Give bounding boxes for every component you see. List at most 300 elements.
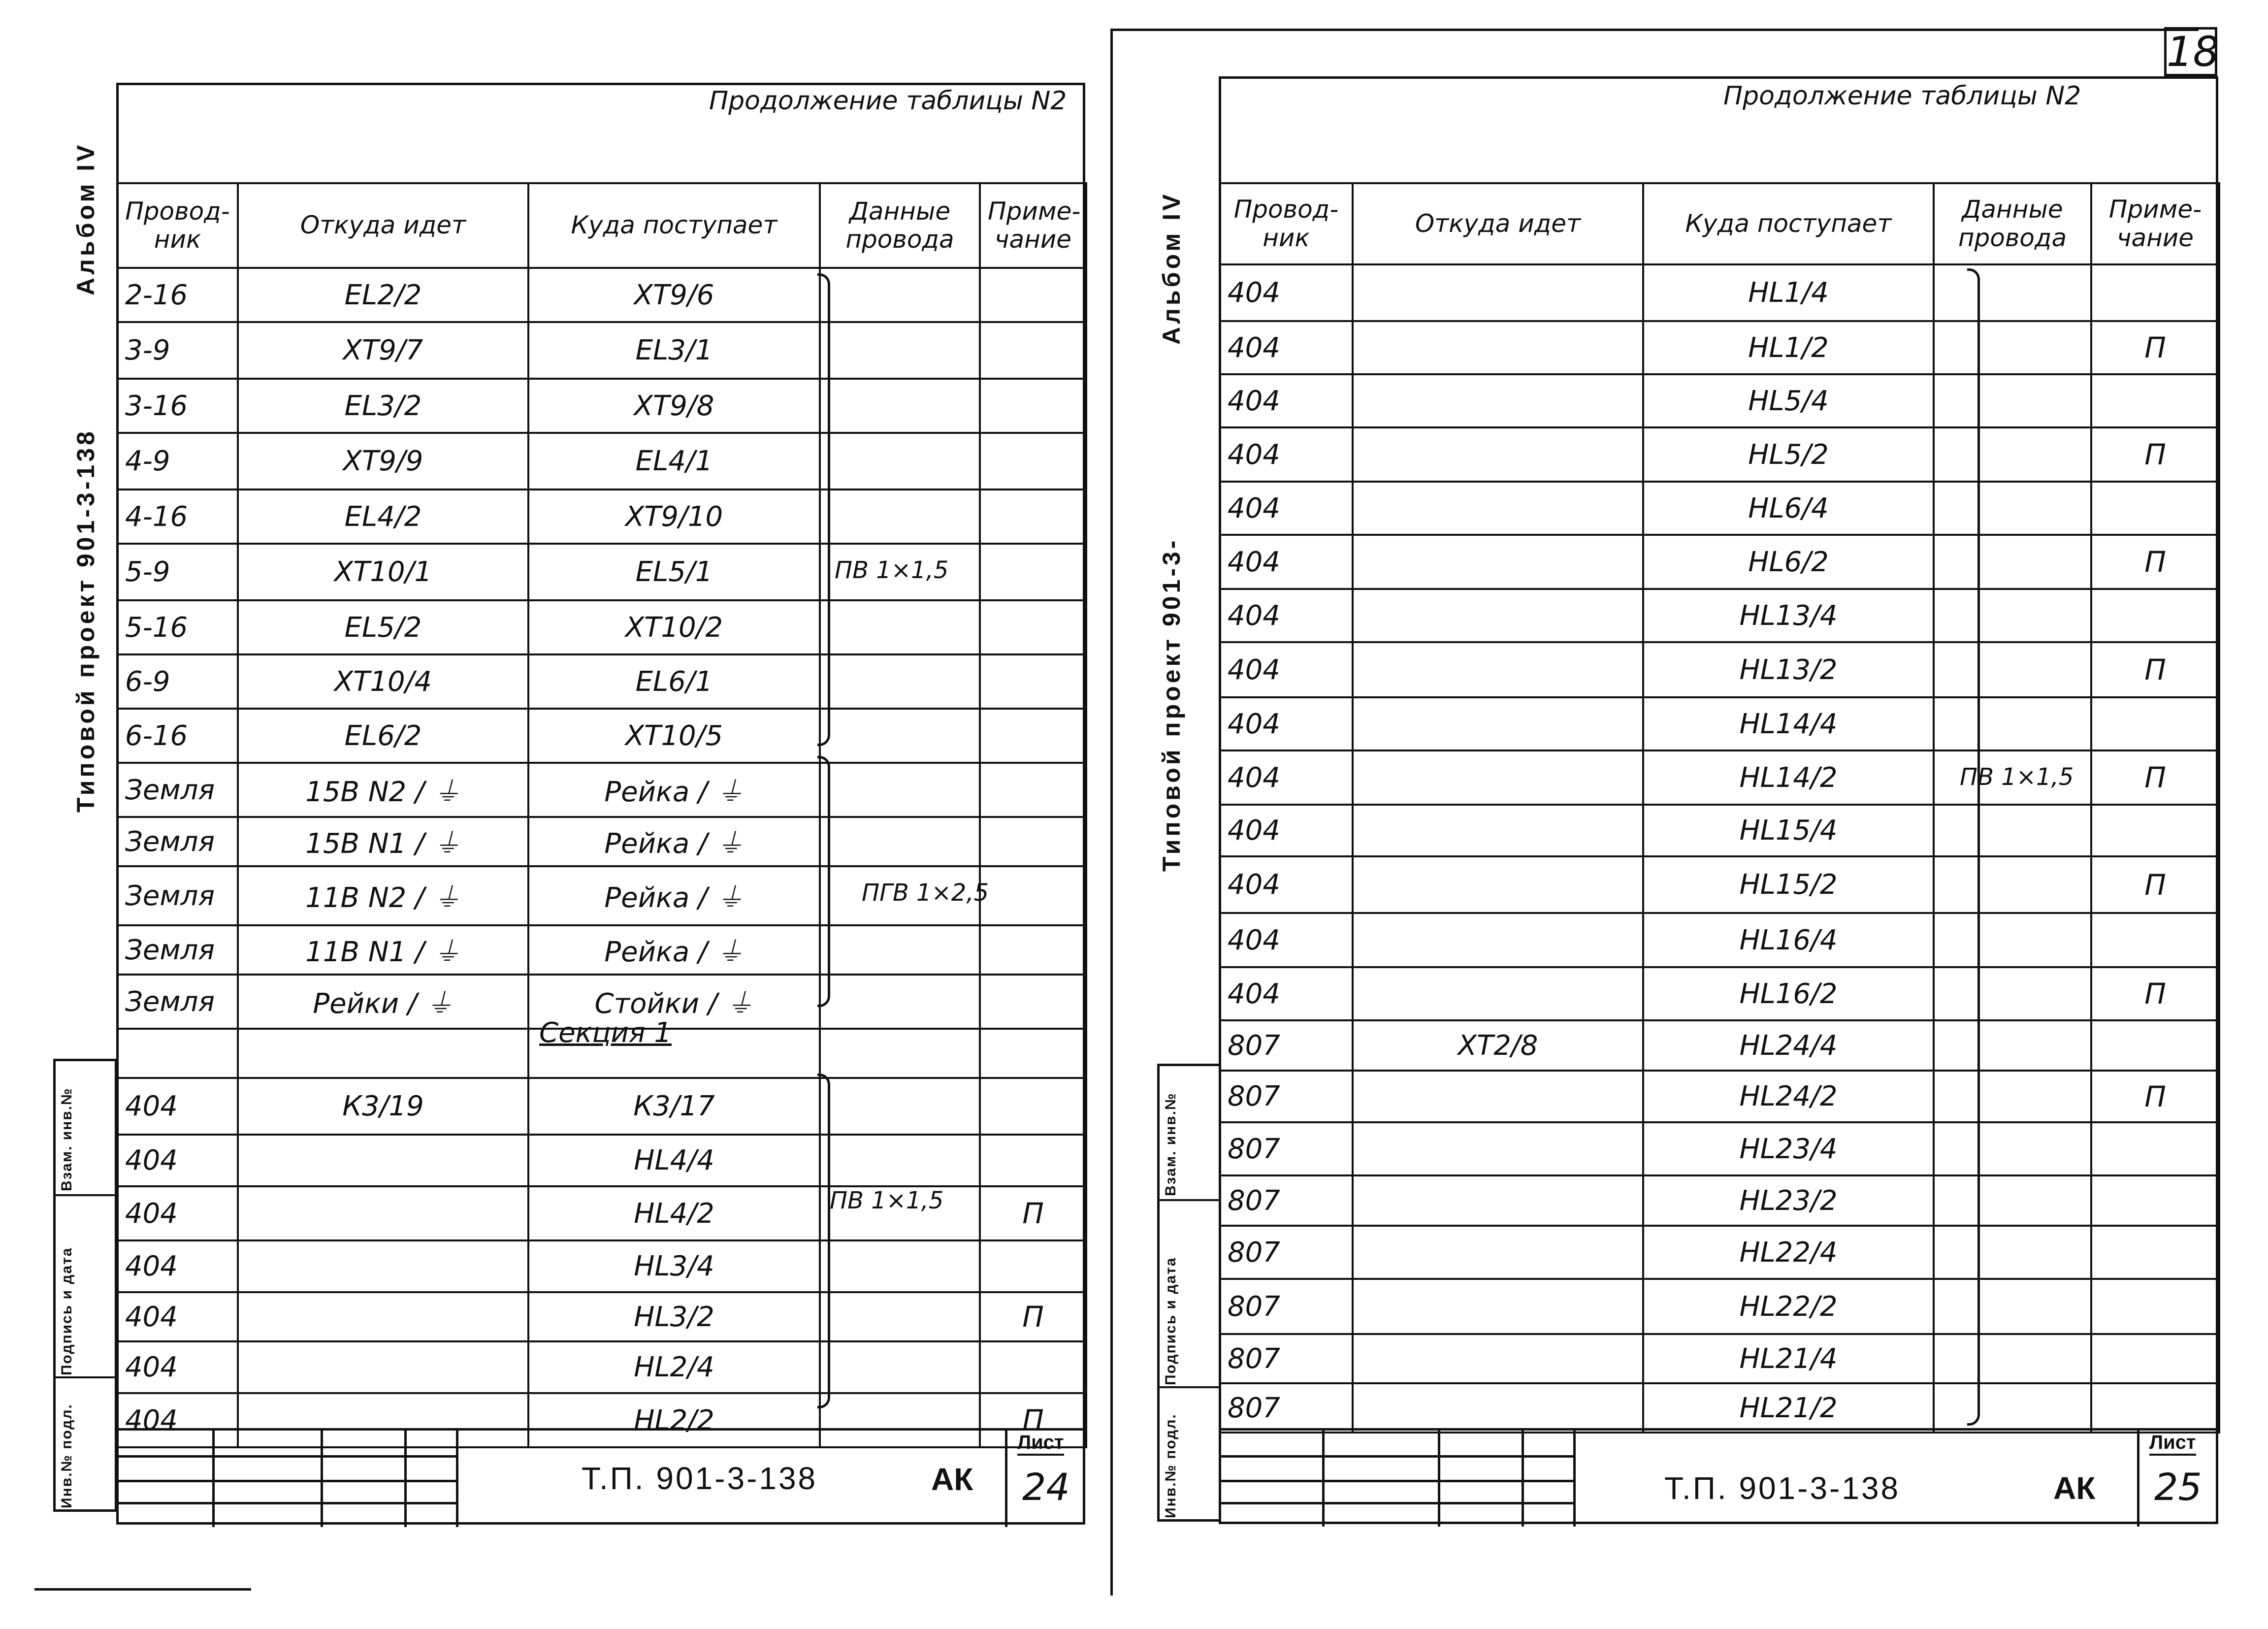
- cell-note: [2091, 913, 2219, 967]
- stamp-label: Подпись и дата: [1163, 1257, 1179, 1385]
- table-row: [1220, 642, 2219, 697]
- cell-wire: Земля: [117, 866, 238, 925]
- cell-to: HL4/2: [528, 1186, 820, 1240]
- cell-note: [980, 600, 1086, 654]
- table-row: [117, 817, 1086, 866]
- cell-wire: Земля: [117, 975, 238, 1029]
- cell-wire: 404: [117, 1186, 238, 1240]
- cell-to: HL6/4: [1643, 482, 1934, 535]
- cell-from: [238, 1341, 528, 1393]
- cell-to: HL1/4: [1643, 264, 1934, 321]
- cell-note: П: [980, 1292, 1086, 1341]
- cell-data: [1934, 1122, 2091, 1175]
- left-brace-3: [817, 1074, 830, 1408]
- cell-wire: 807: [1220, 1226, 1353, 1279]
- table-row: [1220, 1175, 2219, 1226]
- cell-from: [238, 1240, 528, 1292]
- cell-to: XT10/5: [528, 709, 820, 763]
- stamp-cell: [1160, 1066, 1219, 1199]
- cell-data: [820, 433, 980, 489]
- cell-to: HL15/4: [1643, 805, 1934, 856]
- cell-to: HL21/2: [1643, 1383, 1934, 1433]
- cell-note: [2091, 589, 2219, 642]
- stamp-label: Подпись и дата: [59, 1247, 75, 1375]
- cell-wire: 807: [1220, 1122, 1353, 1175]
- cell-wire: 5-9: [117, 544, 238, 600]
- header-from: Откуда идет: [238, 183, 528, 268]
- cell-note: П: [980, 1393, 1086, 1447]
- cell-from: [1353, 1334, 1643, 1383]
- cell-to: HL22/2: [1643, 1279, 1934, 1334]
- cell-to: EL4/1: [528, 433, 820, 489]
- stamp-label: Взам. инв.№: [59, 1087, 75, 1191]
- cell-wire: 3-9: [117, 322, 238, 379]
- header-wire: Провод-ник: [117, 183, 238, 268]
- cell-wire: 404: [117, 1292, 238, 1341]
- cell-data: [820, 654, 980, 709]
- header-note: Приме-чание: [980, 183, 1086, 268]
- cell-data: [1934, 805, 2091, 856]
- cell-note: [2091, 1279, 2219, 1334]
- cell-data: [1934, 321, 2091, 374]
- cell-to: EL5/1: [528, 544, 820, 600]
- table-row: [117, 763, 1086, 817]
- right-group-label-1: ПВ 1×1,5: [1960, 763, 2074, 791]
- cell-note: [980, 1240, 1086, 1292]
- cell-wire: 807: [1220, 1175, 1353, 1226]
- cell-data: [1934, 1020, 2091, 1071]
- cell-from: [1353, 1383, 1643, 1433]
- left-table-caption: Продолжение таблицы N2: [709, 86, 1067, 116]
- table-row: [1220, 264, 2219, 321]
- cell-to: HL5/4: [1643, 374, 1934, 427]
- cell-data: [820, 1292, 980, 1341]
- cell-note: [2091, 482, 2219, 535]
- cell-wire: Земля: [117, 925, 238, 975]
- cell-from: 11В N2 / ⏚: [238, 866, 528, 925]
- cell-from: 15В N1 / ⏚: [238, 817, 528, 866]
- right-table-body: [1220, 264, 2219, 1433]
- cell-note: [2091, 1226, 2219, 1279]
- header-note: Приме-чание: [2091, 183, 2219, 264]
- cell-note: [2091, 805, 2219, 856]
- cell-to: EL6/1: [528, 654, 820, 709]
- table-row: [117, 433, 1086, 489]
- stamp-cell: [1160, 1386, 1219, 1521]
- cell-note: [980, 322, 1086, 379]
- cell-wire: 404: [1220, 697, 1353, 750]
- cell-from: [1353, 1175, 1643, 1226]
- cell-wire: 404: [1220, 535, 1353, 589]
- right-doc-mark: АК: [2053, 1470, 2096, 1506]
- cell-wire: 404: [1220, 805, 1353, 856]
- header-wire: Провод-ник: [1220, 183, 1353, 264]
- cell-data: [820, 709, 980, 763]
- cell-data: [820, 1029, 980, 1078]
- cell-from: [1353, 321, 1643, 374]
- cell-wire: 404: [117, 1240, 238, 1292]
- right-album-label: Альбом IV: [1158, 191, 1185, 345]
- stamp-cell: [56, 1194, 115, 1378]
- cell-wire: 404: [1220, 482, 1353, 535]
- cell-wire: 404: [117, 1341, 238, 1393]
- cell-note: [980, 709, 1086, 763]
- cell-from: EL2/2: [238, 268, 528, 322]
- right-wire-table: [1219, 182, 2220, 1434]
- cell-wire: 3-16: [117, 379, 238, 433]
- cell-wire: 404: [1220, 374, 1353, 427]
- cell-to: HL4/4: [528, 1135, 820, 1186]
- cell-from: [1353, 535, 1643, 589]
- cell-note: П: [2091, 642, 2219, 697]
- cell-wire: 807: [1220, 1334, 1353, 1383]
- cell-to: HL2/4: [528, 1341, 820, 1393]
- cell-note: [980, 817, 1086, 866]
- cell-to: Рейка / ⏚: [528, 763, 820, 817]
- cell-to: HL23/4: [1643, 1122, 1934, 1175]
- cell-note: [980, 654, 1086, 709]
- cell-note: П: [2091, 535, 2219, 589]
- left-group-label-2: ПГВ 1×2,5: [862, 879, 989, 907]
- cell-from: [1353, 374, 1643, 427]
- cell-data: [1934, 642, 2091, 697]
- cell-wire: 404: [117, 1078, 238, 1135]
- cell-wire: 404: [1220, 589, 1353, 642]
- cell-note: [980, 1341, 1086, 1393]
- cell-to: HL14/2: [1643, 750, 1934, 805]
- cell-to: XT9/8: [528, 379, 820, 433]
- table-row: [1220, 805, 2219, 856]
- cell-wire: 4-9: [117, 433, 238, 489]
- cell-data: [1934, 264, 2091, 321]
- cell-note: П: [2091, 967, 2219, 1020]
- cell-wire: 404: [1220, 750, 1353, 805]
- table-row: [1220, 1279, 2219, 1334]
- cell-wire: 404: [1220, 642, 1353, 697]
- right-project-label: Типовой проект 901-3-: [1158, 537, 1185, 872]
- table-row: [117, 654, 1086, 709]
- cell-from: [1353, 1122, 1643, 1175]
- cell-from: [238, 1186, 528, 1240]
- cell-to: HL5/2: [1643, 427, 1934, 482]
- cell-from: 15В N2 / ⏚: [238, 763, 528, 817]
- cell-data: [1934, 913, 2091, 967]
- table-row: [1220, 427, 2219, 482]
- table-row: [117, 322, 1086, 379]
- cell-from: [1353, 427, 1643, 482]
- header-data: Данные провода: [1934, 183, 2091, 264]
- stamp-label: Взам. инв.№: [1163, 1092, 1179, 1196]
- left-project-code: Т.П. 901-3-138: [582, 1461, 818, 1496]
- cell-note: [980, 1029, 1086, 1078]
- cell-from: [1353, 697, 1643, 750]
- cell-note: [2091, 374, 2219, 427]
- cell-to: HL24/2: [1643, 1071, 1934, 1122]
- cell-note: [980, 379, 1086, 433]
- cell-from: [238, 1135, 528, 1186]
- left-group-label-1: ПВ 1×1,5: [835, 556, 949, 584]
- cell-from: [1353, 642, 1643, 697]
- table-row: [117, 268, 1086, 322]
- cell-note: [980, 268, 1086, 322]
- cell-note: П: [2091, 750, 2219, 805]
- cell-to: Стойки / ⏚: [528, 975, 820, 1029]
- table-row: [117, 925, 1086, 975]
- table-row: [1220, 697, 2219, 750]
- stamp-cell: [1160, 1199, 1219, 1388]
- table-row: [1220, 1020, 2219, 1071]
- cell-wire: Земля: [117, 817, 238, 866]
- cell-to: HL3/2: [528, 1292, 820, 1341]
- cell-wire: 404: [1220, 427, 1353, 482]
- cell-from: XT9/7: [238, 322, 528, 379]
- stamp-label: Инв.№ подл.: [59, 1403, 75, 1508]
- cell-data: [1934, 697, 2091, 750]
- cell-from: XT10/4: [238, 654, 528, 709]
- cell-wire: Земля: [117, 763, 238, 817]
- left-brace-2: [817, 756, 830, 1007]
- cell-data: [1934, 427, 2091, 482]
- cell-data: [1934, 1071, 2091, 1122]
- cell-from: [1353, 1071, 1643, 1122]
- cell-data: [1934, 589, 2091, 642]
- cell-from: EL6/2: [238, 709, 528, 763]
- cell-wire: 6-9: [117, 654, 238, 709]
- right-sheet-box: [2137, 1431, 2218, 1527]
- cell-to: HL16/2: [1643, 967, 1934, 1020]
- cell-note: [2091, 1175, 2219, 1226]
- header-to: Куда поступает: [528, 183, 820, 268]
- left-title-block: [116, 1428, 1085, 1525]
- cell-to: EL3/1: [528, 322, 820, 379]
- cell-from: EL3/2: [238, 379, 528, 433]
- left-brace-1: [817, 273, 830, 746]
- cell-to: Рейка / ⏚: [528, 817, 820, 866]
- cell-data: [1934, 374, 2091, 427]
- cell-to: HL13/2: [1643, 642, 1934, 697]
- left-album-label: Альбом IV: [72, 142, 99, 295]
- table-row: [1220, 535, 2219, 589]
- cell-to: Рейка / ⏚: [528, 866, 820, 925]
- cell-from: К3/19: [238, 1078, 528, 1135]
- cell-wire: 2-16: [117, 268, 238, 322]
- left-doc-mark: АК: [931, 1462, 973, 1497]
- cell-wire: 807: [1220, 1071, 1353, 1122]
- cell-wire: 807: [1220, 1020, 1353, 1071]
- cell-note: П: [2091, 856, 2219, 913]
- cell-data: [1934, 535, 2091, 589]
- cell-note: П: [2091, 321, 2219, 374]
- cell-to: HL14/4: [1643, 697, 1934, 750]
- left-project-label: Типовой проект 901-3-138: [72, 428, 99, 813]
- cell-note: П: [980, 1186, 1086, 1240]
- cell-from: [1353, 482, 1643, 535]
- left-sheet-label: Лист: [1017, 1432, 1064, 1456]
- table-row: [117, 489, 1086, 544]
- cell-data: [820, 268, 980, 322]
- cell-data: [1934, 1334, 2091, 1383]
- left-sheet-box: [1005, 1431, 1085, 1527]
- stamp-cell: [56, 1376, 115, 1511]
- cell-data: [1934, 482, 2091, 535]
- header-data: Данные провода: [820, 183, 980, 268]
- table-row: [1220, 856, 2219, 913]
- cell-note: [980, 433, 1086, 489]
- cell-data: [1934, 856, 2091, 913]
- left-sheet: [0, 0, 1113, 1629]
- cell-from: XT2/8: [1353, 1020, 1643, 1071]
- cell-data: [1934, 1226, 2091, 1279]
- right-stamp-column: [1157, 1064, 1221, 1522]
- cell-wire: 404: [117, 1393, 238, 1447]
- cell-to: HL1/2: [1643, 321, 1934, 374]
- table-row: [1220, 321, 2219, 374]
- cell-from: 11В N1 / ⏚: [238, 925, 528, 975]
- stamp-label: Инв.№ подл.: [1163, 1413, 1179, 1518]
- cell-data: [820, 379, 980, 433]
- cell-data: [820, 1078, 980, 1135]
- cell-from: [1353, 856, 1643, 913]
- left-bottom-line: [34, 1588, 251, 1591]
- cell-note: [2091, 1383, 2219, 1433]
- right-sheet: [1113, 0, 2268, 1629]
- cell-data: [1934, 967, 2091, 1020]
- cell-from: XT10/1: [238, 544, 528, 600]
- left-group-label-3: ПВ 1×1,5: [830, 1187, 944, 1214]
- cell-note: [2091, 1334, 2219, 1383]
- table-row: [117, 1292, 1086, 1341]
- cell-from: [1353, 1279, 1643, 1334]
- table-row: [1220, 589, 2219, 642]
- cell-to: HL6/2: [1643, 535, 1934, 589]
- cell-note: [980, 975, 1086, 1029]
- table-row: [117, 1135, 1086, 1186]
- cell-data: [1934, 1175, 2091, 1226]
- cell-data: [820, 1341, 980, 1393]
- cell-to: HL16/4: [1643, 913, 1934, 967]
- right-sheet-number: 25: [2154, 1465, 2202, 1509]
- cell-note: [2091, 1020, 2219, 1071]
- right-sheet-label: Лист: [2149, 1432, 2196, 1456]
- header-from: Откуда идет: [1353, 183, 1643, 264]
- cell-from: [1353, 805, 1643, 856]
- cell-to: HL2/2: [528, 1393, 820, 1447]
- cell-note: [980, 925, 1086, 975]
- cell-from: [238, 1292, 528, 1341]
- cell-data: [820, 600, 980, 654]
- right-table-caption: Продолжение таблицы N2: [1723, 81, 2081, 111]
- cell-from: [1353, 750, 1643, 805]
- cell-wire: 4-16: [117, 489, 238, 544]
- page-number-box: 18: [2164, 27, 2217, 76]
- cell-to: Рейка / ⏚: [528, 925, 820, 975]
- cell-from: [1353, 913, 1643, 967]
- cell-data: [820, 322, 980, 379]
- cell-data: [820, 817, 980, 866]
- cell-to: HL23/2: [1643, 1175, 1934, 1226]
- table-row: [117, 1078, 1086, 1135]
- cell-wire: [117, 1029, 238, 1078]
- table-row: [1220, 1334, 2219, 1383]
- cell-from: EL4/2: [238, 489, 528, 544]
- cell-data: [1934, 1383, 2091, 1433]
- table-row: [1220, 913, 2219, 967]
- left-table-body: [117, 268, 1086, 1447]
- table-row: [117, 1341, 1086, 1393]
- table-row: [1220, 482, 2219, 535]
- cell-note: [980, 489, 1086, 544]
- cell-data: [820, 489, 980, 544]
- cell-to: HL24/4: [1643, 1020, 1934, 1071]
- cell-from: [1353, 589, 1643, 642]
- cell-note: [980, 1135, 1086, 1186]
- cell-wire: 404: [1220, 264, 1353, 321]
- header-to: Куда поступает: [1643, 183, 1934, 264]
- cell-wire: 404: [117, 1135, 238, 1186]
- cell-from: XT9/9: [238, 433, 528, 489]
- table-row: [1220, 967, 2219, 1020]
- left-section-label: Секция 1: [539, 1017, 672, 1049]
- cell-note: [980, 544, 1086, 600]
- cell-note: [980, 763, 1086, 817]
- table-row: [1220, 1383, 2219, 1433]
- left-sheet-number: 24: [1022, 1465, 1070, 1509]
- cell-note: П: [2091, 1071, 2219, 1122]
- cell-note: [2091, 264, 2219, 321]
- right-brace-1: [1967, 268, 1980, 1426]
- cell-to: HL3/4: [528, 1240, 820, 1292]
- cell-note: [980, 866, 1086, 925]
- cell-from: EL5/2: [238, 600, 528, 654]
- cell-to: XT10/2: [528, 600, 820, 654]
- cell-data: [820, 925, 980, 975]
- cell-wire: 5-16: [117, 600, 238, 654]
- cell-to: XT9/6: [528, 268, 820, 322]
- cell-to: HL21/4: [1643, 1334, 1934, 1383]
- table-row: [117, 709, 1086, 763]
- stamp-cell: [56, 1061, 115, 1194]
- table-row: [117, 379, 1086, 433]
- table-row: [117, 600, 1086, 654]
- cell-from: Рейки / ⏚: [238, 975, 528, 1029]
- cell-data: [820, 975, 980, 1029]
- cell-data: [820, 763, 980, 817]
- cell-data: [820, 1135, 980, 1186]
- cell-wire: 404: [1220, 967, 1353, 1020]
- cell-from: [1353, 967, 1643, 1020]
- cell-wire: 807: [1220, 1383, 1353, 1433]
- cell-wire: 404: [1220, 321, 1353, 374]
- table-row: [1220, 374, 2219, 427]
- cell-wire: 807: [1220, 1279, 1353, 1334]
- cell-wire: 6-16: [117, 709, 238, 763]
- cell-note: [980, 1078, 1086, 1135]
- table-row: [1220, 1226, 2219, 1279]
- table-row: [1220, 1122, 2219, 1175]
- cell-to: К3/17: [528, 1078, 820, 1135]
- cell-data: [1934, 1279, 2091, 1334]
- cell-to: HL13/4: [1643, 589, 1934, 642]
- cell-from: [1353, 264, 1643, 321]
- cell-note: П: [2091, 427, 2219, 482]
- table-row: [117, 1240, 1086, 1292]
- right-title-block: [1219, 1428, 2218, 1524]
- cell-to: HL22/4: [1643, 1226, 1934, 1279]
- cell-wire: 404: [1220, 913, 1353, 967]
- cell-note: [2091, 697, 2219, 750]
- right-project-code: Т.П. 901-3-138: [1664, 1470, 1901, 1506]
- cell-to: XT9/10: [528, 489, 820, 544]
